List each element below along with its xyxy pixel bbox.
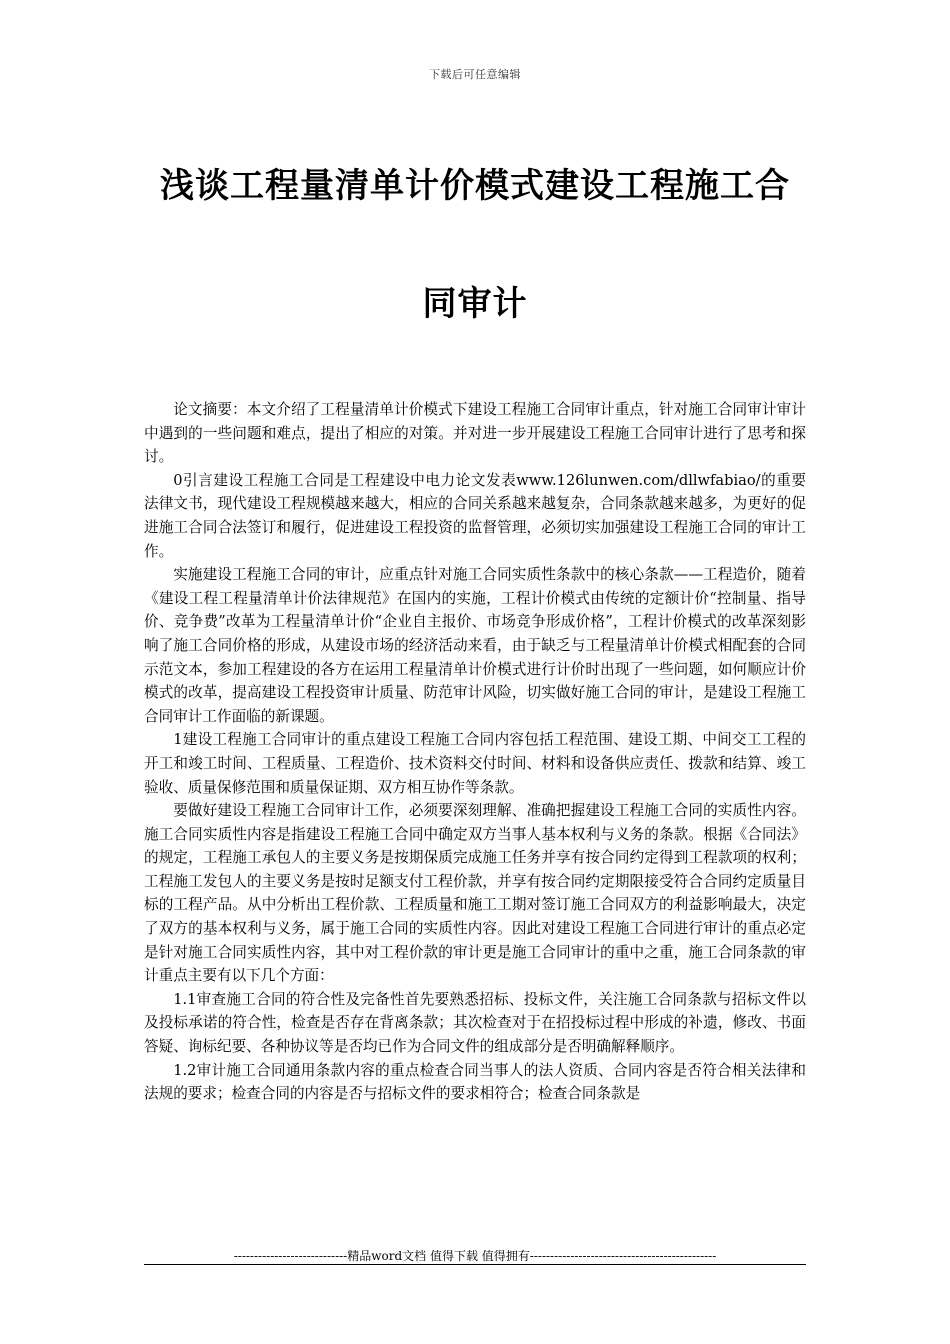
paragraph-section-1-2: 1.2审计施工合同通用条款内容的重点检查合同当事人的法人资质、合同内容是否符合相关法律和法规的要求；检查合同的内容是否与招标文件的要求相符合；检查合同条款是 xyxy=(144,1061,806,1103)
page-footer-text: ----------------------------精品word文档 值得下载 值得拥有---------------------------------------------- xyxy=(233,1249,717,1263)
paragraph-cost-focus: 实施建设工程施工合同的审计，应重点针对施工合同实质性条款中的核心条款——工程造价，随着《建设工程工程量清单计价法律规范》在国内的实施，工程计价模式由传统的定额计价“控制量、指导价、竞争费”改革为工程量清单计价“企业自主报价、市场竞争形成价格”，工程计价模式的改革深刻影响了施工合同价格的形成，从建设市场的经济活动来看，由于缺乏与工程量清单计价模式相配套的合同示范文本，参加工程建设的各方在运用工程量清单计价模式进行计价时出现了一些问题，如何顺应计价模式的改革，提高建设工程投资审计质量、防范审计风险，切实做好施工合同的审计，是建设工程施工合同审计工作面临的新课题。 xyxy=(144,566,806,725)
page-header-note: 下载后可任意编辑 xyxy=(429,68,521,81)
footer-divider xyxy=(144,1264,806,1265)
paragraph-substantive-content: 要做好建设工程施工合同审计工作，必须要深刻理解、准确把握建设工程施工合同的实质性内容。施工合同实质性内容是指建设工程施工合同中确定双方当事人基本权利与义务的条款。根据《合同法》的规定，工程施工承包人的主要义务是按期保质完成施工任务并享有按合同约定得到工程款项的权利；工程施工发包人的主要义务是按时足额支付工程价款，并享有按合同约定期限接受符合合同约定质量目标的工程产品。从中分析出工程价款、工程质量和施工工期对签订施工合同双方的利益影响最大，决定了双方的基本权利与义务，属于施工合同的实质性内容。因此对建设工程施工合同进行审计的重点必定是针对施工合同实质性内容，其中对工程价款的审计更是施工合同审计的重中之重，施工合同条款的审计重点主要有以下几个方面： xyxy=(144,802,806,985)
document-title-line-2: 同审计 xyxy=(422,284,528,324)
paragraph-abstract: 论文摘要：本文介绍了工程量清单计价模式下建设工程施工合同审计重点，针对施工合同审计审计中遇到的一些问题和难点，提出了相应的对策。并对进一步开展建设工程施工合同审计进行了思考和探讨。 xyxy=(144,401,806,466)
paragraph-section-1-1: 1.1审查施工合同的符合性及完备性首先要熟悉招标、投标文件，关注施工合同条款与招标文件以及投标承诺的符合性，检查是否存在背离条款；其次检查对于在招投标过程中形成的补遗，修改、书面答疑、询标纪要、各种协议等是否均已作为合同文件的组成部分是否明确解释顺序。 xyxy=(144,990,806,1056)
paragraph-introduction: 0引言建设工程施工合同是工程建设中电力论文发表www.126lunwen.com/dllwfabiao/的重要法律文书，现代建设工程规模越来越大，相应的合同关系越来越复杂，合同条款越来越多，为更好的促进施工合同合法签订和履行，促进建设工程投资的监督管理，必须切实加强建设工程施工合同的审计工作。 xyxy=(144,471,806,560)
paragraph-section-1: 1建设工程施工合同审计的重点建设工程施工合同内容包括工程范围、建设工期、中间交工工程的开工和竣工时间、工程质量、工程造价、技术资料交付时间、材料和设备供应责任、拨款和结算、竣工验收、质量保修范围和质量保证期、双方相互协作等条款。 xyxy=(144,731,806,796)
document-body xyxy=(144,398,806,1106)
document-title-line-1: 浅谈工程量清单计价模式建设工程施工合 xyxy=(160,166,790,206)
